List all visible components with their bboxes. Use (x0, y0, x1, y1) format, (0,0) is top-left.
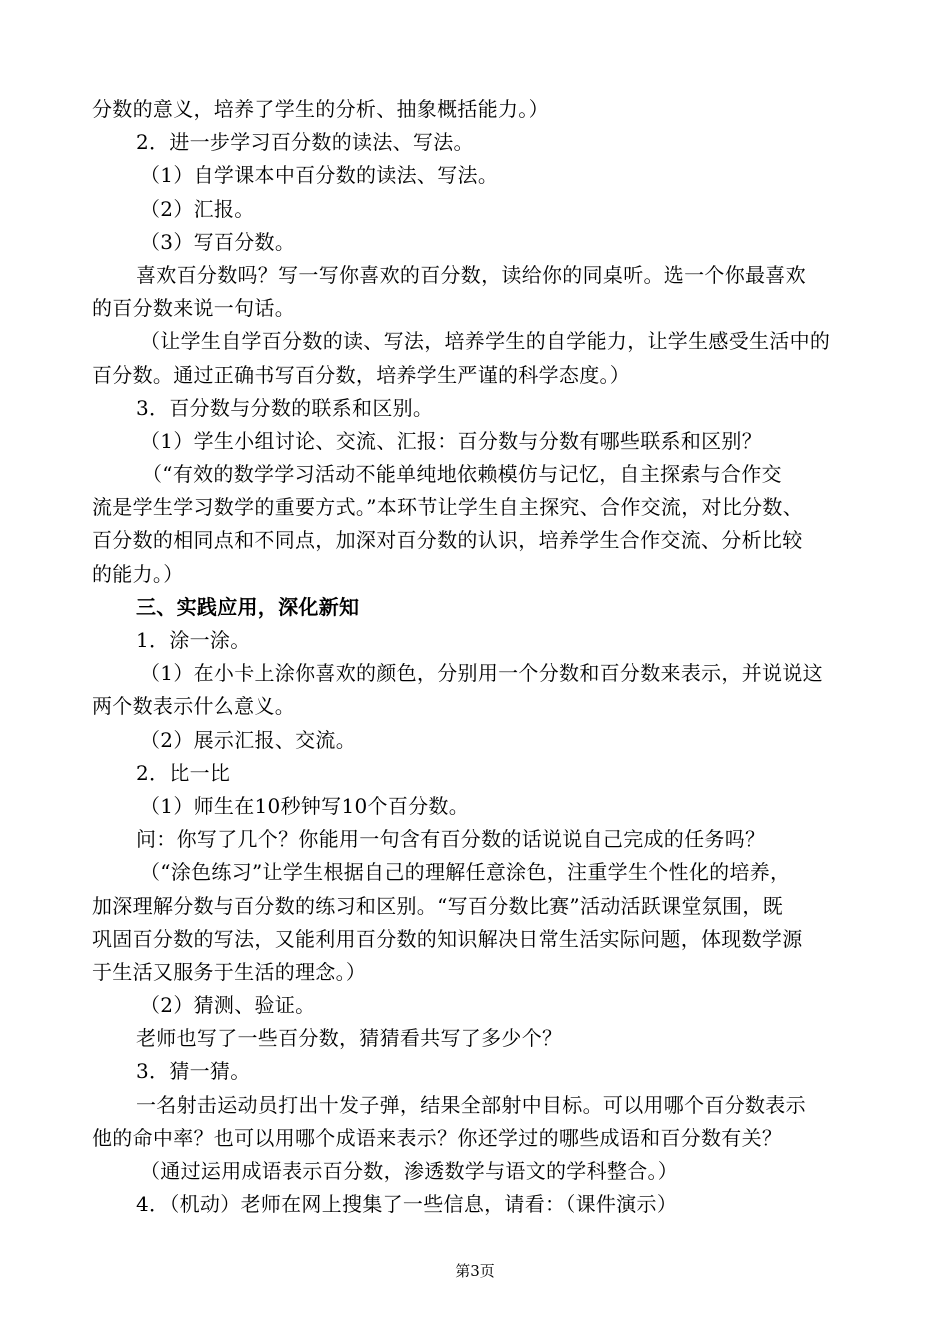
text-line: （“有效的数学学习活动不能单纯地依赖模仿与记忆，自主探索与合作交 (142, 462, 782, 487)
text-line: 3．猜一猜。 (136, 1059, 251, 1084)
text-line: （1）学生小组讨论、交流、汇报：百分数与分数有哪些联系和区别？ (140, 428, 763, 453)
document-body (92, 93, 872, 1221)
section-item-2: 2．进一步学习百分数的读法、写法。 (136, 130, 474, 155)
text-line: 百分数。通过正确书写百分数，培养学生严谨的科学态度。） (92, 362, 631, 387)
text-line: （3）写百分数。 (140, 229, 296, 254)
text-line: 巩固百分数的写法，又能利用百分数的知识解决日常生活实际问题，体现数学源 (92, 926, 803, 951)
text-line: （让学生自学百分数的读、写法，培养学生的自学能力，让学生感受生活中的 (140, 329, 831, 354)
text-line: 百分数的相同点和不同点，加深对百分数的认识，培养学生合作交流、分析比较 (92, 528, 803, 553)
text-line: （1）在小卡上涂你喜欢的颜色，分别用一个分数和百分数来表示，并说说这 (140, 661, 823, 686)
text-line: 两个数表示什么意义。 (92, 694, 295, 719)
text-line: 分数的意义，培养了学生的分析、抽象概括能力。） (92, 97, 549, 121)
text-line: 4．（机动）老师在网上搜集了一些信息，请看：（课件演示） (136, 1192, 678, 1217)
section-item-3: 3．百分数与分数的联系和区别。 (136, 395, 434, 420)
text-line: 一名射击运动员打出十发子弹，结果全部射中目标。可以用哪个百分数表示 (136, 1092, 806, 1117)
text-line: 流是学生学习数学的重要方式。”本环节让学生自主探究、合作交流，对比分数、 (92, 495, 804, 520)
text-line: 的百分数来说一句话。 (92, 296, 295, 321)
text-line: （2）汇报。 (140, 196, 255, 221)
text-line: 他的命中率？也可以用哪个成语来表示？你还学过的哪些成语和百分数有关？ (92, 1125, 783, 1150)
section-heading: 三、实践应用，深化新知 (136, 594, 360, 619)
text-line: 的能力。） (92, 561, 184, 586)
text-line: （通过运用成语表示百分数，渗透数学与语文的学科整合。） (140, 1159, 679, 1183)
text-line: （1）师生在10秒钟写10个百分数。 (140, 793, 470, 818)
text-line: 1．涂一涂。 (136, 628, 251, 652)
text-line: 于生活又服务于生活的理念。） (92, 959, 367, 984)
text-line: （1）自学课本中百分数的读法、写法。 (140, 163, 499, 188)
text-line: 2．比一比 (136, 760, 231, 785)
text-line: 老师也写了一些百分数，猜猜看共写了多少个？ (136, 1026, 563, 1051)
text-line: （“涂色练习”让学生根据自己的理解任意涂色，注重学生个性化的培养， (140, 860, 791, 885)
page-number: 第3页 (455, 1262, 495, 1280)
text-line: 喜欢百分数吗？写一写你喜欢的百分数，读给你的同桌听。选一个你最喜欢 (136, 262, 806, 287)
text-line: （2）猜测、验证。 (140, 993, 316, 1018)
text-line: （2）展示汇报、交流。 (140, 727, 357, 752)
text-line: 问：你写了几个？你能用一句含有百分数的话说说自己完成的任务吗？ (136, 827, 766, 852)
text-line: 加深理解分数与百分数的练习和区别。“写百分数比赛”活动活跃课堂氛围，既 (92, 893, 783, 918)
